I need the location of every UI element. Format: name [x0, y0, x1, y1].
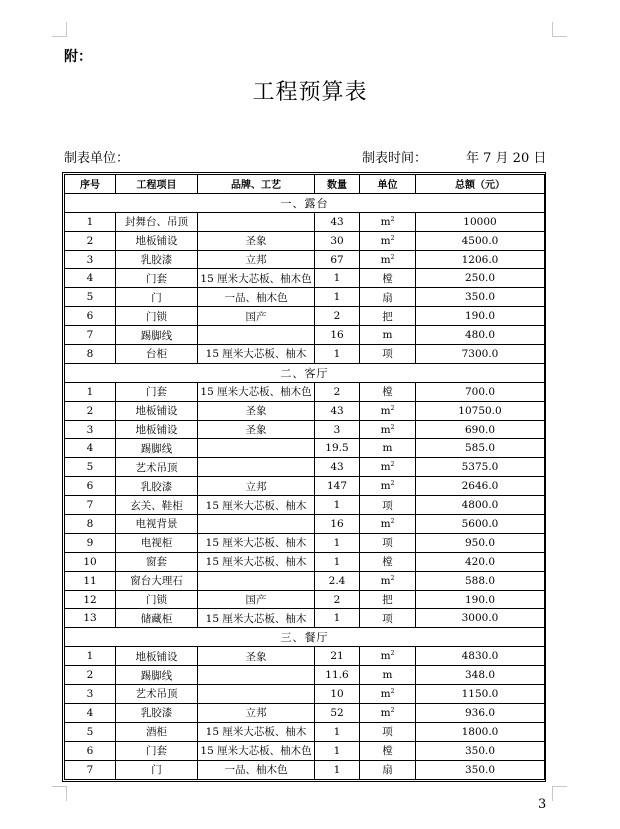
cell-qty: 1 [315, 496, 360, 515]
cell-item: 门 [116, 288, 198, 307]
cell-unit [360, 269, 416, 288]
cell-item: 踢脚线 [116, 666, 198, 685]
cell-no: 5 [65, 458, 116, 477]
cell-item: 门套 [116, 741, 198, 760]
cell-brand [198, 212, 315, 231]
cell-no: 6 [65, 477, 116, 496]
unit-text: 樘 [382, 386, 393, 399]
unit-text: m [380, 517, 391, 530]
table-row [65, 382, 545, 401]
col-header-no: 序号 [65, 175, 116, 194]
cell-no: 3 [65, 685, 116, 704]
cell-brand: 一品、柚木色 [198, 288, 315, 307]
cell-brand: 15 厘米大芯板、柚木 [198, 345, 315, 364]
cell-unit [360, 401, 416, 420]
cell-no: 4 [65, 269, 116, 288]
cell-unit [360, 647, 416, 666]
cell-item: 窗套 [116, 552, 198, 571]
col-header-total: 总额（元） [416, 175, 545, 194]
cell-item: 储藏柜 [116, 609, 198, 628]
cell-total: 5375.0 [416, 458, 545, 477]
table-row [65, 231, 545, 250]
unit-text: m [380, 687, 391, 700]
cell-total: 348.0 [416, 666, 545, 685]
cell-brand: 圣象 [198, 401, 315, 420]
table-row [65, 307, 545, 326]
cell-unit [360, 552, 416, 571]
cell-unit [360, 250, 416, 269]
table-row [65, 288, 545, 307]
cell-no: 5 [65, 722, 116, 741]
cell-brand: 圣象 [198, 231, 315, 250]
cell-total: 700.0 [416, 382, 545, 401]
cell-unit [360, 590, 416, 609]
cell-brand: 圣象 [198, 420, 315, 439]
cell-total: 585.0 [416, 439, 545, 458]
cell-total: 950.0 [416, 533, 545, 552]
crop-mark-top-right [552, 22, 567, 37]
cell-total: 5600.0 [416, 515, 545, 534]
cell-no: 7 [65, 760, 116, 779]
unit-text: 把 [382, 594, 393, 607]
cell-brand: 15 厘米大芯板、柚木 [198, 609, 315, 628]
cell-total: 480.0 [416, 326, 545, 345]
cell-item: 门 [116, 760, 198, 779]
cell-total: 690.0 [416, 420, 545, 439]
cell-unit [360, 496, 416, 515]
table-row [65, 250, 545, 269]
unit-text: 扇 [382, 291, 393, 304]
cell-brand: 立邦 [198, 477, 315, 496]
unit-text: 樘 [382, 272, 393, 285]
unit-superscript: 2 [390, 480, 395, 488]
cell-brand [198, 571, 315, 590]
table-row [65, 515, 545, 534]
unit-text: m [380, 253, 391, 266]
table-row [65, 458, 545, 477]
table-row [65, 685, 545, 704]
cell-qty: 11.6 [315, 666, 360, 685]
col-header-unit: 单位 [360, 175, 416, 194]
cell-item: 地板铺设 [116, 420, 198, 439]
cell-total: 3000.0 [416, 609, 545, 628]
cell-qty: 43 [315, 458, 360, 477]
cell-total: 4500.0 [416, 231, 545, 250]
cell-qty: 1 [315, 760, 360, 779]
table-body [65, 193, 545, 779]
cell-qty: 30 [315, 231, 360, 250]
cell-unit [360, 760, 416, 779]
cell-total: 1206.0 [416, 250, 545, 269]
cell-qty: 43 [315, 401, 360, 420]
unit-text: m [382, 442, 393, 455]
cell-brand: 一品、柚木色 [198, 760, 315, 779]
cell-qty: 1 [315, 269, 360, 288]
unit-superscript: 2 [390, 461, 395, 469]
cell-total: 350.0 [416, 760, 545, 779]
cell-item: 踢脚线 [116, 439, 198, 458]
cell-no: 7 [65, 496, 116, 515]
cell-unit [360, 533, 416, 552]
unit-superscript: 2 [390, 517, 395, 525]
attachment-label: 附： [64, 49, 92, 65]
cell-item: 门锁 [116, 307, 198, 326]
cell-no: 4 [65, 703, 116, 722]
table-row [65, 212, 545, 231]
unit-text: 樘 [382, 556, 393, 569]
cell-no: 8 [65, 345, 116, 364]
unit-superscript: 2 [390, 215, 395, 223]
unit-text: m [382, 329, 393, 342]
table-row [65, 571, 545, 590]
cell-no: 6 [65, 307, 116, 326]
cell-total: 350.0 [416, 741, 545, 760]
budget-table [64, 174, 545, 780]
cell-total: 1150.0 [416, 685, 545, 704]
cell-brand [198, 326, 315, 345]
unit-text: m [380, 650, 391, 663]
cell-unit [360, 571, 416, 590]
cell-qty: 1 [315, 609, 360, 628]
cell-no: 2 [65, 231, 116, 250]
unit-text: 樘 [382, 745, 393, 758]
unit-superscript: 2 [390, 253, 395, 261]
cell-total: 2646.0 [416, 477, 545, 496]
col-header-qty: 数量 [315, 175, 360, 194]
cell-brand: 15 厘米大芯板、柚木色 [198, 382, 315, 401]
table-row [65, 760, 545, 779]
cell-brand: 立邦 [198, 703, 315, 722]
cell-qty: 16 [315, 326, 360, 345]
cell-qty: 1 [315, 288, 360, 307]
cell-qty: 16 [315, 515, 360, 534]
cell-no: 3 [65, 420, 116, 439]
table-row [65, 647, 545, 666]
section-row [65, 628, 545, 647]
cell-brand [198, 439, 315, 458]
cell-no: 5 [65, 288, 116, 307]
cell-item: 玄关、鞋柜 [116, 496, 198, 515]
cell-brand [198, 458, 315, 477]
table-row [65, 496, 545, 515]
cell-no: 12 [65, 590, 116, 609]
table-row [65, 552, 545, 571]
unit-superscript: 2 [390, 706, 395, 714]
unit-text: m [380, 706, 391, 719]
unit-text: 把 [382, 310, 393, 323]
unit-text: m [380, 404, 391, 417]
section-title: 三、餐厅 [65, 628, 545, 647]
unit-superscript: 2 [390, 404, 395, 412]
cell-item: 乳胶漆 [116, 250, 198, 269]
cell-unit [360, 212, 416, 231]
cell-total: 190.0 [416, 590, 545, 609]
cell-unit [360, 477, 416, 496]
cell-item: 乳胶漆 [116, 477, 198, 496]
cell-qty: 10 [315, 685, 360, 704]
cell-no: 2 [65, 666, 116, 685]
unit-text: m [380, 461, 391, 474]
cell-total: 936.0 [416, 703, 545, 722]
cell-total: 4830.0 [416, 647, 545, 666]
cell-unit [360, 326, 416, 345]
cell-brand: 15 厘米大芯板、柚木 [198, 533, 315, 552]
cell-brand [198, 685, 315, 704]
cell-total: 7300.0 [416, 345, 545, 364]
cell-qty: 1 [315, 741, 360, 760]
cell-item: 踢脚线 [116, 326, 198, 345]
cell-qty: 2 [315, 590, 360, 609]
cell-qty: 43 [315, 212, 360, 231]
table-row [65, 345, 545, 364]
cell-no: 6 [65, 741, 116, 760]
cell-qty: 19.5 [315, 439, 360, 458]
unit-text: m [380, 423, 391, 436]
cell-item: 艺术吊顶 [116, 458, 198, 477]
cell-unit [360, 685, 416, 704]
cell-item: 乳胶漆 [116, 703, 198, 722]
cell-item: 门套 [116, 269, 198, 288]
unit-label: 制表单位： [64, 151, 130, 166]
table-row [65, 533, 545, 552]
page-title: 工程预算表 [252, 80, 368, 105]
table-row [65, 326, 545, 345]
section-row [65, 193, 545, 212]
cell-no: 9 [65, 533, 116, 552]
cell-brand: 15 厘米大芯板、柚木色 [198, 741, 315, 760]
col-header-item: 工程项目 [116, 175, 198, 194]
cell-item: 封舞台、吊顶 [116, 212, 198, 231]
cell-qty: 2.4 [315, 571, 360, 590]
unit-superscript: 2 [390, 687, 395, 695]
cell-unit [360, 666, 416, 685]
cell-item: 电视背景 [116, 515, 198, 534]
cell-total: 420.0 [416, 552, 545, 571]
unit-text: m [380, 480, 391, 493]
cell-no: 8 [65, 515, 116, 534]
cell-item: 窗台大理石 [116, 571, 198, 590]
time-label: 制表时间： [362, 151, 428, 166]
table-row [65, 439, 545, 458]
cell-unit [360, 307, 416, 326]
cell-qty: 3 [315, 420, 360, 439]
col-header-brand: 品牌、工艺 [198, 175, 315, 194]
cell-brand: 立邦 [198, 250, 315, 269]
cell-brand: 15 厘米大芯板、柚木色 [198, 269, 315, 288]
table-row [65, 741, 545, 760]
cell-unit [360, 439, 416, 458]
cell-brand [198, 515, 315, 534]
cell-no: 13 [65, 609, 116, 628]
cell-unit [360, 703, 416, 722]
cell-brand: 15 厘米大芯板、柚木 [198, 552, 315, 571]
cell-no: 7 [65, 326, 116, 345]
cell-total: 190.0 [416, 307, 545, 326]
table-row [65, 666, 545, 685]
section-title: 一、露台 [65, 193, 545, 212]
cell-unit [360, 515, 416, 534]
cell-brand: 圣象 [198, 647, 315, 666]
cell-total: 4800.0 [416, 496, 545, 515]
table-row [65, 269, 545, 288]
cell-qty: 1 [315, 533, 360, 552]
cell-item: 地板铺设 [116, 231, 198, 250]
unit-text: m [382, 669, 393, 682]
cell-qty: 147 [315, 477, 360, 496]
cell-unit [360, 288, 416, 307]
cell-item: 酒柜 [116, 722, 198, 741]
cell-total: 10750.0 [416, 401, 545, 420]
cell-no: 10 [65, 552, 116, 571]
cell-no: 4 [65, 439, 116, 458]
unit-text: 项 [382, 612, 393, 625]
cell-qty: 67 [315, 250, 360, 269]
cell-no: 1 [65, 382, 116, 401]
unit-superscript: 2 [390, 423, 395, 431]
cell-qty: 1 [315, 345, 360, 364]
crop-mark-top-left [52, 22, 67, 37]
cell-no: 1 [65, 212, 116, 231]
table-row [65, 703, 545, 722]
header-row [65, 175, 545, 194]
table-row [65, 401, 545, 420]
cell-no: 11 [65, 571, 116, 590]
cell-no: 1 [65, 647, 116, 666]
cell-total: 350.0 [416, 288, 545, 307]
cell-item: 门锁 [116, 590, 198, 609]
cell-brand: 国产 [198, 590, 315, 609]
unit-superscript: 2 [390, 234, 395, 242]
cell-item: 地板铺设 [116, 647, 198, 666]
cell-item: 电视柜 [116, 533, 198, 552]
table-row [65, 420, 545, 439]
page-number: 3 [538, 797, 547, 812]
crop-mark-bottom-right [552, 786, 567, 801]
cell-qty: 2 [315, 307, 360, 326]
unit-text: 项 [382, 537, 393, 550]
cell-no: 2 [65, 401, 116, 420]
table-row [65, 722, 545, 741]
table-row [65, 590, 545, 609]
section-row [65, 363, 545, 382]
cell-total: 588.0 [416, 571, 545, 590]
section-title: 二、客厅 [65, 363, 545, 382]
cell-unit [360, 458, 416, 477]
cell-total: 250.0 [416, 269, 545, 288]
cell-qty: 21 [315, 647, 360, 666]
unit-text: m [380, 574, 391, 587]
unit-superscript: 2 [390, 650, 395, 658]
cell-item: 艺术吊顶 [116, 685, 198, 704]
cell-unit [360, 420, 416, 439]
unit-superscript: 2 [390, 574, 395, 582]
date-value: 年 7 月 20 日 [466, 151, 547, 166]
cell-qty: 1 [315, 722, 360, 741]
cell-qty: 52 [315, 703, 360, 722]
cell-total: 1800.0 [416, 722, 545, 741]
cell-unit [360, 231, 416, 250]
unit-text: 项 [382, 348, 393, 361]
cell-item: 门套 [116, 382, 198, 401]
table-row [65, 477, 545, 496]
cell-total: 10000 [416, 212, 545, 231]
unit-text: 扇 [382, 764, 393, 777]
cell-unit [360, 345, 416, 364]
cell-qty: 2 [315, 382, 360, 401]
cell-unit [360, 382, 416, 401]
cell-unit [360, 722, 416, 741]
cell-brand: 15 厘米大芯板、柚木 [198, 496, 315, 515]
cell-item: 台柜 [116, 345, 198, 364]
cell-item: 地板铺设 [116, 401, 198, 420]
cell-qty: 1 [315, 552, 360, 571]
unit-text: m [380, 234, 391, 247]
unit-text: 项 [382, 726, 393, 739]
cell-brand [198, 666, 315, 685]
cell-unit [360, 609, 416, 628]
cell-brand: 国产 [198, 307, 315, 326]
table-row [65, 609, 545, 628]
unit-text: 项 [382, 499, 393, 512]
cell-unit [360, 741, 416, 760]
unit-text: m [380, 215, 391, 228]
cell-no: 3 [65, 250, 116, 269]
crop-mark-bottom-left [52, 786, 67, 801]
cell-brand: 15 厘米大芯板、柚木 [198, 722, 315, 741]
